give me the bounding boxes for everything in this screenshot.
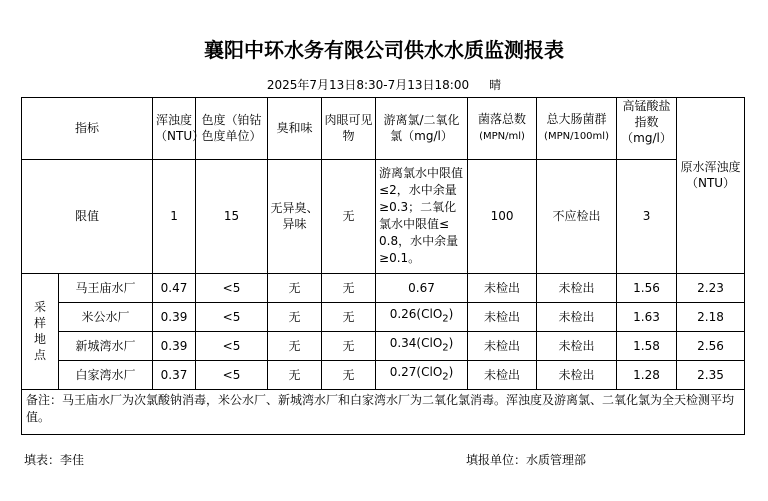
row-coliform: 未检出 (537, 331, 617, 360)
row-chlorine: 0.27(ClO$_2$) (376, 360, 468, 389)
row-cod: 1.28 (617, 360, 677, 389)
colony-unit: (MPN/ml) (479, 131, 525, 143)
row-cod: 1.56 (617, 273, 677, 302)
header-colony (468, 98, 537, 160)
limit-color: 15 (196, 159, 268, 273)
note-row (22, 389, 745, 434)
header-coliform (537, 98, 617, 160)
row-turbidity: 0.47 (153, 273, 196, 302)
row-site: 新城湾水厂 (59, 331, 153, 360)
header-raw-turbidity: 原水浑浊度（NTU） (677, 159, 745, 273)
row-chlorine: 0.26(ClO$_2$) (376, 302, 468, 331)
footer-unit: 填报单位：水质管理部 (466, 453, 587, 467)
header-visible: 肉眼可见物 (322, 98, 376, 160)
row-colony: 未检出 (468, 273, 537, 302)
row-chlorine: 0.34(ClO$_2$) (376, 331, 468, 360)
row-coliform: 未检出 (537, 302, 617, 331)
row-chlorine-value: 0.27(ClO (389, 364, 443, 379)
report-title: 襄阳中环水务有限公司供水水质监测报表 (204, 38, 564, 62)
table-row (22, 360, 745, 389)
header-turbidity: 浑浊度（NTU） (153, 98, 196, 160)
header-blank (677, 98, 745, 160)
report-period: 2025年7月13日8:30-7月13日18:00 (266, 78, 470, 92)
limit-row (22, 159, 745, 273)
row-visible: 无 (322, 273, 376, 302)
row-chlorine-value: 0.26(ClO (389, 306, 443, 321)
sampling-label: 采样地点 (22, 273, 59, 389)
row-raw-turbidity: 2.56 (677, 331, 745, 360)
row-turbidity: 0.39 (153, 331, 196, 360)
row-chlorine-subscript: 2 (442, 313, 449, 325)
row-turbidity: 0.37 (153, 360, 196, 389)
row-coliform: 未检出 (537, 273, 617, 302)
row-site: 米公水厂 (59, 302, 153, 331)
header-color: 色度（铂钴色度单位） (196, 98, 268, 160)
row-coliform: 未检出 (537, 360, 617, 389)
limit-odor: 无异臭、异味 (268, 159, 322, 273)
row-colony: 未检出 (468, 302, 537, 331)
row-visible: 无 (322, 302, 376, 331)
header-cod: 高锰酸盐指数（mg/l） (617, 98, 677, 160)
table-row (22, 331, 745, 360)
coliform-unit: (MPN/100ml) (544, 131, 609, 143)
row-odor: 无 (268, 331, 322, 360)
limit-chlorine: 游离氯水中限值 ≤2，水中余量≥0.3；二氧化氯水中限值≤ 0.8，水中余量≥0.1。 (376, 159, 468, 273)
row-raw-turbidity: 2.18 (677, 302, 745, 331)
row-raw-turbidity: 2.23 (677, 273, 745, 302)
limit-cod: 3 (617, 159, 677, 273)
colony-label: 菌落总数 (478, 112, 527, 127)
limit-colony: 100 (468, 159, 537, 273)
row-cod: 1.63 (617, 302, 677, 331)
limit-coliform: 不应检出 (537, 159, 617, 273)
row-chlorine-value: 0.34(ClO (389, 335, 443, 350)
limit-visible: 无 (322, 159, 376, 273)
table-row (22, 273, 745, 302)
row-visible: 无 (322, 331, 376, 360)
row-color: <5 (196, 360, 268, 389)
row-raw-turbidity: 2.35 (677, 360, 745, 389)
row-site: 马王庙水厂 (59, 273, 153, 302)
row-odor: 无 (268, 302, 322, 331)
row-cod: 1.58 (617, 331, 677, 360)
water-quality-table (21, 97, 745, 435)
row-color: <5 (196, 302, 268, 331)
row-odor: 无 (268, 360, 322, 389)
limit-label: 限值 (22, 159, 153, 273)
row-visible: 无 (322, 360, 376, 389)
header-indicator: 指标 (22, 98, 153, 160)
note: 备注：马王庙水厂为次氯酸钠消毒，米公水厂、新城湾水厂和白家湾水厂为二氧化氯消毒。浑浊度及游离氯、二氧化氯为全天检测平均值。 (22, 389, 745, 434)
header-chlorine: 游离氯/二氧化氯（mg/l） (376, 98, 468, 160)
table-row (22, 302, 745, 331)
header-odor: 臭和味 (268, 98, 322, 160)
row-chlorine-subscript: 2 (442, 342, 449, 354)
row-chlorine-subscript: 2 (442, 371, 449, 383)
row-chlorine-value: 0.67 (408, 280, 435, 295)
footer-filler: 填表：李佳 (24, 453, 85, 467)
row-color: <5 (196, 331, 268, 360)
header-row (22, 98, 745, 160)
row-color: <5 (196, 273, 268, 302)
report-period-line (0, 76, 768, 93)
limit-turbidity: 1 (153, 159, 196, 273)
row-turbidity: 0.39 (153, 302, 196, 331)
row-odor: 无 (268, 273, 322, 302)
row-colony: 未检出 (468, 331, 537, 360)
coliform-label: 总大肠菌群 (546, 112, 607, 127)
row-site: 白家湾水厂 (59, 360, 153, 389)
row-colony: 未检出 (468, 360, 537, 389)
row-chlorine (376, 273, 468, 302)
weather: 晴 (489, 78, 502, 92)
